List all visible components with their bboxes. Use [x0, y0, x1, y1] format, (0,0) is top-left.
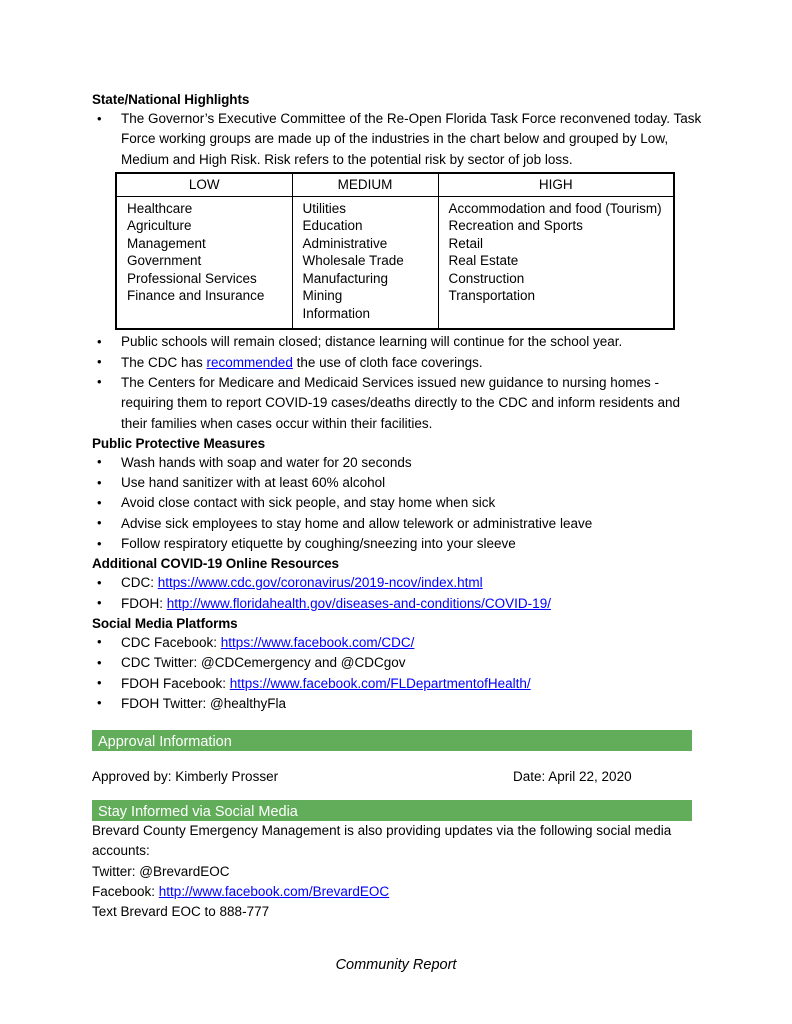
cdc-resource-label: CDC: [121, 575, 158, 591]
heading-online-resources: Additional COVID-19 Online Resources [92, 556, 339, 572]
social-media-list [92, 633, 702, 714]
list-item-cdc-twitter: • CDC Twitter: @CDCemergency and @CDCgov [92, 653, 702, 673]
sector-item: Manufacturing [302, 270, 389, 286]
sector-item: Finance and Insurance [127, 288, 265, 304]
sector-item: Wholesale Trade [302, 253, 404, 269]
cdc-website-link[interactable]: https://www.cdc.gov/coronavirus/2019-ncov/index.html [157, 575, 483, 591]
list-item-cdc-facebook [92, 633, 702, 653]
list-item: • Use hand sanitizer with at least 60% alcohol [92, 473, 702, 493]
cell-medium-sectors [292, 196, 438, 329]
heading-social-media-platforms: Social Media Platforms [92, 615, 238, 631]
recommended-link[interactable]: recommended [206, 354, 293, 370]
sector-item: Government [127, 253, 202, 269]
fdoh-facebook-link[interactable]: https://www.facebook.com/FLDepartmentofHealth/ [229, 675, 531, 691]
stay-informed-intro: Brevard County Emergency Management is also providing updates via the following social media accounts: [92, 823, 672, 859]
sector-item: Accommodation and food (Tourism) [448, 200, 662, 216]
stay-informed-twitter: Twitter: @BrevardEOC [92, 863, 230, 879]
list-item-fdoh-twitter: • FDOH Twitter: @healthyFla [92, 694, 702, 714]
sector-item: Construction [448, 270, 525, 286]
list-item: • Avoid close contact with sick people, and stay home when sick [92, 493, 702, 513]
sector-item: Recreation and Sports [448, 218, 583, 234]
list-item: • Wash hands with soap and water for 20 seconds [92, 453, 702, 473]
online-resources-list [92, 573, 702, 614]
list-item-schools: • Public schools will remain closed; distance learning will continue for the school year. [92, 332, 702, 352]
brevard-facebook-link[interactable]: http://www.facebook.com/BrevardEOC [158, 884, 390, 900]
page-footer: Community Report [335, 957, 457, 973]
list-item-cdc-face-coverings [92, 353, 702, 373]
sector-item: Utilities [302, 200, 347, 216]
state-national-bullet-list [92, 109, 702, 170]
table-row [116, 196, 674, 329]
stay-informed-facebook [92, 882, 702, 902]
document-body [92, 90, 702, 923]
approved-by-text: Approved by: Kimberly Prosser [92, 769, 279, 785]
heading-protective-measures: Public Protective Measures [92, 435, 265, 451]
column-header-medium: MEDIUM [292, 173, 438, 197]
list-item-task-force: • The Governor’s Executive Committee of the Re-Open Florida Task Force reconvened today. Task Force working groups are made up of the industries in the chart below and grouped by Low, Medium and High Risk. Risk refers to the potential risk by sector of job loss. [92, 109, 702, 170]
banner-stay-informed: Stay Informed via Social Media [92, 800, 692, 821]
list-item: • Follow respiratory etiquette by coughing/sneezing into your sleeve [92, 534, 702, 554]
fdoh-website-link[interactable]: http://www.floridahealth.gov/diseases-and-conditions/COVID-19/ [166, 595, 551, 611]
sector-item: Transportation [448, 288, 536, 304]
list-item-fdoh-facebook [92, 674, 702, 694]
cdc-text-suffix: the use of cloth face coverings. [292, 354, 483, 370]
banner-approval-information: Approval Information [92, 730, 692, 751]
cell-low-sectors [116, 196, 292, 329]
fdoh-resource-label: FDOH: [121, 595, 167, 611]
fdoh-facebook-label: FDOH Facebook: [121, 675, 230, 691]
sector-item: Management [127, 235, 206, 251]
heading-state-national: State/National Highlights [92, 92, 250, 107]
approval-date-text: Date: April 22, 2020 [513, 769, 632, 785]
sector-item: Mining [302, 288, 343, 304]
table-header-row [116, 173, 674, 197]
cdc-text-prefix: The CDC has [121, 354, 207, 370]
state-national-bullet-list-2 [92, 332, 702, 433]
cdc-facebook-label: CDC Facebook: [121, 634, 221, 650]
cdc-facebook-link[interactable]: https://www.facebook.com/CDC/ [220, 634, 415, 650]
list-item-fdoh-resource [92, 594, 702, 614]
sector-item: Healthcare [127, 200, 193, 216]
stay-informed-text-line: Text Brevard EOC to 888-777 [92, 904, 270, 920]
cell-high-sectors [438, 196, 674, 329]
sector-item: Education [302, 218, 363, 234]
list-item-cms-guidance: • The Centers for Medicare and Medicaid Services issued new guidance to nursing homes - requiring them to report COVID-19 cases/deaths directly to the CDC and inform residents and their families when cases occur within their facilities. [92, 373, 702, 434]
sector-item: Administrative [302, 235, 388, 251]
sector-item: Professional Services [127, 270, 257, 286]
sector-item: Information [302, 305, 371, 321]
column-header-high: HIGH [438, 173, 674, 197]
list-item: • Advise sick employees to stay home and allow telework or administrative leave [92, 514, 702, 534]
sector-item: Agriculture [127, 218, 192, 234]
protective-measures-list [92, 453, 702, 554]
approval-details-row [92, 767, 702, 787]
sector-item: Retail [448, 235, 484, 251]
sector-item: Real Estate [448, 253, 519, 269]
list-item-cdc-resource [92, 573, 702, 593]
column-header-low: LOW [116, 173, 292, 197]
risk-sector-table [115, 172, 675, 331]
brevard-facebook-label: Facebook: [92, 884, 159, 900]
